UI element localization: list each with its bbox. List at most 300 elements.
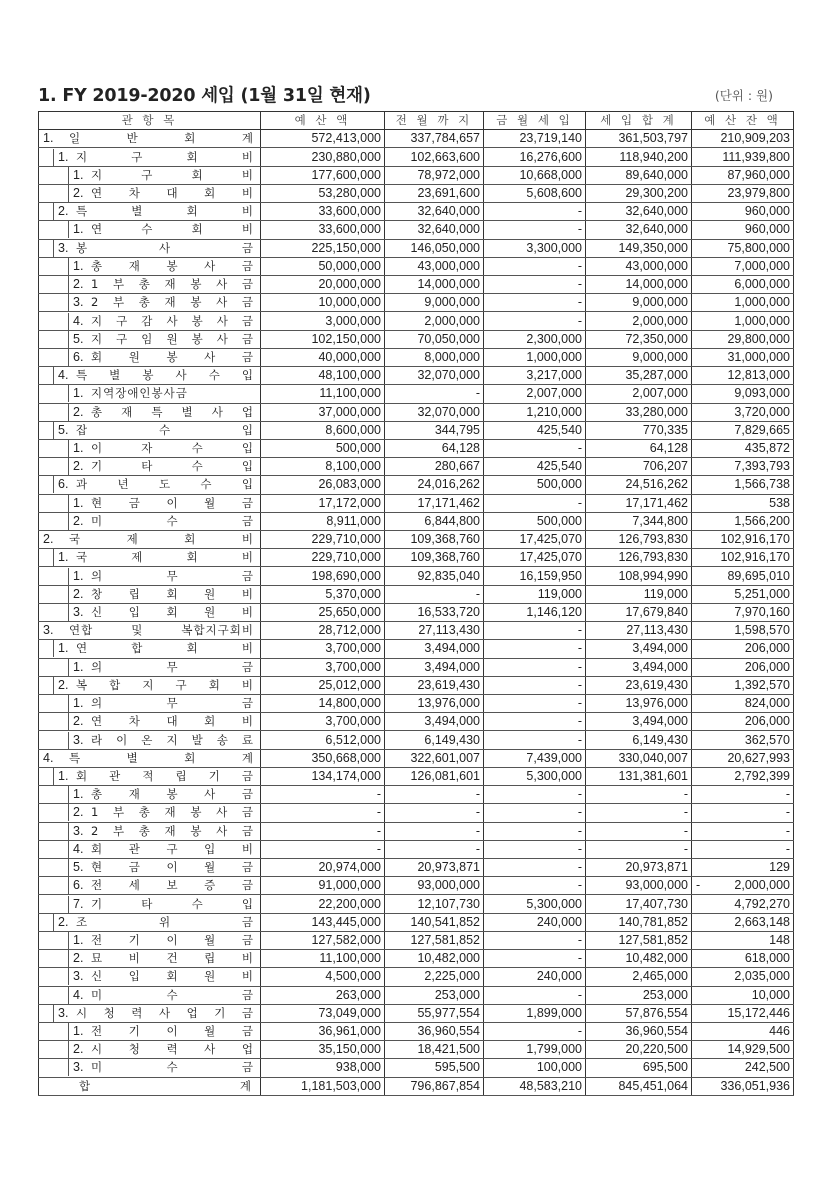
cell-month: 119,000 bbox=[484, 585, 586, 603]
row-number: 5. bbox=[73, 860, 84, 875]
cell-balance: 111,939,800 bbox=[692, 148, 794, 166]
cell-budget: 134,174,000 bbox=[261, 767, 385, 785]
cell-month: - bbox=[484, 786, 586, 804]
cell-balance: 9,093,000 bbox=[692, 385, 794, 403]
cell-balance: 1,000,000 bbox=[692, 294, 794, 312]
row-label bbox=[39, 622, 260, 639]
row-label-cell bbox=[39, 749, 261, 767]
row-name: 총 재 특 별 사 업 bbox=[91, 404, 254, 419]
row-label bbox=[39, 896, 260, 913]
cell-budget: 229,710,000 bbox=[261, 549, 385, 567]
row-label-cell bbox=[39, 804, 261, 822]
cell-prev: - bbox=[385, 385, 484, 403]
row-number: 2. bbox=[73, 404, 84, 419]
row-label-cell bbox=[39, 257, 261, 275]
cell-month: - bbox=[484, 931, 586, 949]
row-indent bbox=[39, 495, 69, 512]
row-number: 4. bbox=[73, 987, 84, 1002]
cell-month: 16,159,950 bbox=[484, 567, 586, 585]
table-row bbox=[39, 421, 794, 439]
row-name: 잡 수 입 bbox=[76, 422, 254, 437]
row-number: 4. bbox=[43, 750, 54, 765]
row-label bbox=[39, 404, 260, 421]
cell-month: 500,000 bbox=[484, 512, 586, 530]
cell-balance: 7,829,665 bbox=[692, 421, 794, 439]
row-indent bbox=[39, 987, 69, 1004]
row-label-cell bbox=[39, 731, 261, 749]
row-label bbox=[39, 440, 260, 457]
table-row bbox=[39, 494, 794, 512]
row-number: 2. bbox=[73, 185, 84, 200]
row-label bbox=[39, 914, 260, 931]
cell-balance: 206,000 bbox=[692, 658, 794, 676]
cell-balance: 102,916,170 bbox=[692, 549, 794, 567]
cell-total: 9,000,000 bbox=[586, 348, 692, 366]
cell-month: 100,000 bbox=[484, 1059, 586, 1077]
cell-budget: 91,000,000 bbox=[261, 877, 385, 895]
cell-budget: 20,000,000 bbox=[261, 275, 385, 293]
negative-sign: - bbox=[696, 878, 701, 893]
row-label bbox=[39, 732, 260, 749]
row-label-cell bbox=[39, 348, 261, 366]
col-header-item: 관 항 목 bbox=[39, 112, 261, 130]
row-label-cell bbox=[39, 931, 261, 949]
row-name: 창 립 회 원 비 bbox=[91, 586, 254, 601]
cell-balance: - bbox=[692, 840, 794, 858]
cell-balance: 23,979,800 bbox=[692, 184, 794, 202]
cell-prev: 92,835,040 bbox=[385, 567, 484, 585]
cell-balance: - bbox=[692, 822, 794, 840]
cell-month: - bbox=[484, 294, 586, 312]
table-row bbox=[39, 676, 794, 694]
unit-label: (단위 : 원) bbox=[714, 88, 773, 103]
row-number: 2. bbox=[73, 277, 84, 292]
cell-balance: 12,813,000 bbox=[692, 367, 794, 385]
row-label bbox=[39, 640, 260, 657]
row-label-cell bbox=[39, 622, 261, 640]
row-name: 지 구 회 비 bbox=[91, 167, 254, 182]
cell-total: 253,000 bbox=[586, 986, 692, 1004]
row-name: 현 금 이 월 금 bbox=[91, 495, 254, 510]
cell-month: - bbox=[484, 203, 586, 221]
row-label bbox=[39, 331, 260, 348]
cell-total: 29,300,200 bbox=[586, 184, 692, 202]
row-indent bbox=[39, 440, 69, 457]
row-label-cell bbox=[39, 767, 261, 785]
row-label bbox=[39, 422, 260, 439]
row-label-cell bbox=[39, 221, 261, 239]
cell-budget: 350,668,000 bbox=[261, 749, 385, 767]
row-indent bbox=[39, 258, 69, 275]
cell-balance bbox=[692, 877, 794, 895]
row-label bbox=[39, 458, 260, 475]
row-label bbox=[39, 604, 260, 621]
cell-prev: 253,000 bbox=[385, 986, 484, 1004]
cell-budget: 8,911,000 bbox=[261, 512, 385, 530]
table-row bbox=[39, 1022, 794, 1040]
row-label-cell bbox=[39, 986, 261, 1004]
row-indent bbox=[39, 221, 69, 238]
row-label bbox=[39, 130, 260, 147]
row-name: 의 무 금 bbox=[91, 568, 254, 583]
cell-prev: 13,976,000 bbox=[385, 695, 484, 713]
cell-budget: 73,049,000 bbox=[261, 1004, 385, 1022]
row-indent bbox=[39, 203, 54, 220]
row-name: 1 부 총 재 봉 사 금 bbox=[91, 277, 254, 292]
row-indent bbox=[39, 640, 54, 657]
cell-prev: 24,016,262 bbox=[385, 476, 484, 494]
row-label-cell bbox=[39, 1022, 261, 1040]
cell-month: 1,899,000 bbox=[484, 1004, 586, 1022]
cell-month: - bbox=[484, 950, 586, 968]
cell-total: 17,679,840 bbox=[586, 603, 692, 621]
table-row bbox=[39, 731, 794, 749]
row-number: 4. bbox=[73, 313, 84, 328]
row-name: 회 관 적 립 기 금 bbox=[76, 768, 254, 783]
row-label-cell bbox=[39, 567, 261, 585]
cell-balance: 89,695,010 bbox=[692, 567, 794, 585]
table-row bbox=[39, 512, 794, 530]
row-label bbox=[39, 221, 260, 238]
row-label-cell bbox=[39, 695, 261, 713]
row-number: 6. bbox=[58, 477, 69, 492]
cell-budget: 33,600,000 bbox=[261, 203, 385, 221]
row-label-cell bbox=[39, 203, 261, 221]
cell-prev: 16,533,720 bbox=[385, 603, 484, 621]
row-label-cell bbox=[39, 1059, 261, 1077]
row-number: 5. bbox=[73, 331, 84, 346]
row-number: 3. bbox=[73, 823, 84, 838]
cell-budget: 177,600,000 bbox=[261, 166, 385, 184]
cell-prev: 8,000,000 bbox=[385, 348, 484, 366]
row-label bbox=[39, 823, 260, 840]
row-label-cell bbox=[39, 822, 261, 840]
cell-balance: 2,035,000 bbox=[692, 968, 794, 986]
row-label bbox=[39, 804, 260, 821]
row-label-cell bbox=[39, 585, 261, 603]
row-indent bbox=[39, 240, 54, 257]
row-label-cell bbox=[39, 858, 261, 876]
cell-prev: 32,070,000 bbox=[385, 403, 484, 421]
cell-balance: - bbox=[692, 786, 794, 804]
table-row bbox=[39, 348, 794, 366]
cell-balance: - bbox=[692, 804, 794, 822]
table-row bbox=[39, 148, 794, 166]
cell-total: 108,994,990 bbox=[586, 567, 692, 585]
row-number: 5. bbox=[58, 422, 69, 437]
row-label bbox=[39, 877, 260, 894]
cell-budget: 102,150,000 bbox=[261, 330, 385, 348]
row-number: 1. bbox=[58, 149, 69, 164]
row-number: 1. bbox=[73, 167, 84, 182]
row-indent bbox=[39, 1005, 54, 1022]
table-row bbox=[39, 476, 794, 494]
row-label-cell bbox=[39, 603, 261, 621]
row-number: 2. bbox=[43, 532, 54, 547]
row-indent bbox=[39, 604, 69, 621]
cell-budget: 25,012,000 bbox=[261, 676, 385, 694]
row-label-cell bbox=[39, 676, 261, 694]
cell-total: 64,128 bbox=[586, 439, 692, 457]
row-name: 시 청 력 사 업 bbox=[91, 1042, 254, 1057]
row-number: 1. bbox=[73, 787, 84, 802]
cell-budget: 3,700,000 bbox=[261, 713, 385, 731]
table-row bbox=[39, 275, 794, 293]
row-indent bbox=[39, 713, 69, 730]
cell-budget: 4,500,000 bbox=[261, 968, 385, 986]
cell-balance: 242,500 bbox=[692, 1059, 794, 1077]
cell-balance: 14,929,500 bbox=[692, 1041, 794, 1059]
total-label bbox=[39, 1078, 260, 1095]
row-name: 지 구 회 비 bbox=[76, 149, 254, 164]
row-name: 이 자 수 입 bbox=[91, 441, 254, 456]
cell-total: 127,581,852 bbox=[586, 931, 692, 949]
cell-total: 330,040,007 bbox=[586, 749, 692, 767]
row-name: 국 제 회 비 bbox=[69, 532, 254, 547]
row-indent bbox=[39, 968, 69, 985]
cell-budget: - bbox=[261, 786, 385, 804]
row-indent bbox=[39, 422, 54, 439]
cell-month: - bbox=[484, 877, 586, 895]
cell-total: 149,350,000 bbox=[586, 239, 692, 257]
cell-month: - bbox=[484, 822, 586, 840]
row-label-cell bbox=[39, 130, 261, 148]
row-label bbox=[39, 513, 260, 530]
row-name: 조 위 금 bbox=[76, 914, 254, 929]
row-label bbox=[39, 185, 260, 202]
table-row bbox=[39, 877, 794, 895]
row-number: 1. bbox=[58, 768, 69, 783]
row-indent bbox=[39, 313, 69, 330]
cell-month: - bbox=[484, 840, 586, 858]
table-row bbox=[39, 822, 794, 840]
cell-prev: - bbox=[385, 804, 484, 822]
row-label-cell bbox=[39, 421, 261, 439]
table-row bbox=[39, 403, 794, 421]
row-name: 일 반 회 계 bbox=[69, 131, 254, 146]
table-row bbox=[39, 950, 794, 968]
cell-prev: 36,960,554 bbox=[385, 1022, 484, 1040]
cell-balance: 1,598,570 bbox=[692, 622, 794, 640]
total-label-cell bbox=[39, 1077, 261, 1095]
cell-prev: 27,113,430 bbox=[385, 622, 484, 640]
row-label bbox=[39, 677, 260, 694]
cell-budget: 8,100,000 bbox=[261, 458, 385, 476]
row-label bbox=[39, 859, 260, 876]
row-label bbox=[39, 659, 260, 676]
row-label bbox=[39, 313, 260, 330]
row-number: 1. bbox=[58, 550, 69, 565]
cell-month: 2,007,000 bbox=[484, 385, 586, 403]
row-number: 1. bbox=[73, 258, 84, 273]
row-indent bbox=[39, 167, 69, 184]
row-indent bbox=[39, 349, 69, 366]
cell-total: 3,494,000 bbox=[586, 658, 692, 676]
cell-budget: 50,000,000 bbox=[261, 257, 385, 275]
row-label-cell bbox=[39, 640, 261, 658]
row-name: 신 입 회 원 비 bbox=[91, 969, 254, 984]
row-label bbox=[39, 294, 260, 311]
row-label bbox=[39, 167, 260, 184]
row-name: 지역장애인봉사금 bbox=[91, 386, 188, 401]
cell-total: - bbox=[586, 804, 692, 822]
row-indent bbox=[39, 331, 69, 348]
cell-prev: 70,050,000 bbox=[385, 330, 484, 348]
row-label bbox=[39, 950, 260, 967]
row-indent bbox=[39, 841, 69, 858]
table-row bbox=[39, 312, 794, 330]
table-header-row bbox=[39, 112, 794, 130]
row-indent bbox=[39, 458, 69, 475]
cell-budget: 28,712,000 bbox=[261, 622, 385, 640]
row-name: 미 수 금 bbox=[91, 987, 254, 1002]
col-header-balance: 예 산 잔 액 bbox=[692, 112, 794, 130]
row-number: 2. bbox=[73, 586, 84, 601]
table-row bbox=[39, 257, 794, 275]
row-number: 3. bbox=[43, 623, 54, 638]
cell-month: - bbox=[484, 1022, 586, 1040]
row-number: 2. bbox=[73, 459, 84, 474]
row-name: 묘 비 건 립 비 bbox=[91, 951, 254, 966]
row-label bbox=[39, 385, 260, 402]
cell-month: - bbox=[484, 257, 586, 275]
cell-prev: - bbox=[385, 822, 484, 840]
cell-balance: 75,800,000 bbox=[692, 239, 794, 257]
cell-balance: 7,000,000 bbox=[692, 257, 794, 275]
row-label bbox=[39, 1005, 260, 1022]
cell-balance: 960,000 bbox=[692, 203, 794, 221]
cell-month: - bbox=[484, 439, 586, 457]
cell-budget: 8,600,000 bbox=[261, 421, 385, 439]
row-name: 의 무 금 bbox=[91, 696, 254, 711]
table-row bbox=[39, 749, 794, 767]
cell-balance: 129 bbox=[692, 858, 794, 876]
table-row bbox=[39, 640, 794, 658]
cell-month: - bbox=[484, 312, 586, 330]
row-number: 1. bbox=[73, 1024, 84, 1039]
cell-balance: 10,000 bbox=[692, 986, 794, 1004]
cell-budget: 36,961,000 bbox=[261, 1022, 385, 1040]
cell-budget: 14,800,000 bbox=[261, 695, 385, 713]
row-indent bbox=[39, 294, 69, 311]
cell-total: 3,494,000 bbox=[586, 713, 692, 731]
table-row bbox=[39, 166, 794, 184]
row-label-cell bbox=[39, 950, 261, 968]
cell-prev: 3,494,000 bbox=[385, 713, 484, 731]
row-label bbox=[39, 713, 260, 730]
cell-budget: 3,700,000 bbox=[261, 640, 385, 658]
cell-budget: 35,150,000 bbox=[261, 1041, 385, 1059]
total-total: 845,451,064 bbox=[586, 1077, 692, 1095]
row-label bbox=[39, 586, 260, 603]
row-number: 2. bbox=[58, 914, 69, 929]
col-header-month: 금 월 세 입 bbox=[484, 112, 586, 130]
cell-budget: 230,880,000 bbox=[261, 148, 385, 166]
col-header-budget: 예 산 액 bbox=[261, 112, 385, 130]
row-label-cell bbox=[39, 476, 261, 494]
cell-budget: 22,200,000 bbox=[261, 895, 385, 913]
row-name: 전 기 이 월 금 bbox=[91, 1024, 254, 1039]
cell-budget: 3,700,000 bbox=[261, 658, 385, 676]
row-indent bbox=[39, 149, 54, 166]
cell-total: 17,407,730 bbox=[586, 895, 692, 913]
table-row bbox=[39, 531, 794, 549]
row-label-cell bbox=[39, 895, 261, 913]
cell-balance: 102,916,170 bbox=[692, 531, 794, 549]
row-name: 미 수 금 bbox=[91, 513, 254, 528]
cell-month: - bbox=[484, 986, 586, 1004]
cell-prev: 3,494,000 bbox=[385, 640, 484, 658]
cell-balance: 538 bbox=[692, 494, 794, 512]
row-name: 라 이 온 지 발 송 료 bbox=[91, 732, 254, 747]
table-row bbox=[39, 130, 794, 148]
row-label bbox=[39, 841, 260, 858]
table-row bbox=[39, 1059, 794, 1077]
row-number: 1. bbox=[73, 495, 84, 510]
row-name: 연 차 대 회 비 bbox=[91, 714, 254, 729]
cell-total: 10,482,000 bbox=[586, 950, 692, 968]
row-indent bbox=[39, 1059, 69, 1076]
total-month: 48,583,210 bbox=[484, 1077, 586, 1095]
cell-month: - bbox=[484, 731, 586, 749]
row-indent bbox=[39, 896, 69, 913]
row-label bbox=[39, 349, 260, 366]
cell-month: 10,668,000 bbox=[484, 166, 586, 184]
table-row bbox=[39, 585, 794, 603]
cell-budget: - bbox=[261, 840, 385, 858]
table-row bbox=[39, 858, 794, 876]
cell-prev: 6,149,430 bbox=[385, 731, 484, 749]
cell-prev: 109,368,760 bbox=[385, 549, 484, 567]
table-row bbox=[39, 1004, 794, 1022]
row-name: 특 별 회 비 bbox=[76, 204, 254, 219]
cell-prev: 3,494,000 bbox=[385, 658, 484, 676]
cell-total: 2,007,000 bbox=[586, 385, 692, 403]
cell-balance: 446 bbox=[692, 1022, 794, 1040]
row-number: 1. bbox=[73, 932, 84, 947]
row-label-cell bbox=[39, 294, 261, 312]
cell-total: - bbox=[586, 786, 692, 804]
row-label-cell bbox=[39, 184, 261, 202]
cell-balance: 7,970,160 bbox=[692, 603, 794, 621]
cell-budget: 127,582,000 bbox=[261, 931, 385, 949]
row-number: 1. bbox=[73, 386, 84, 401]
cell-budget: 3,000,000 bbox=[261, 312, 385, 330]
cell-total: 7,344,800 bbox=[586, 512, 692, 530]
cell-month: 1,799,000 bbox=[484, 1041, 586, 1059]
cell-prev: 102,663,600 bbox=[385, 148, 484, 166]
row-number: 1. bbox=[58, 641, 69, 656]
row-number: 1. bbox=[73, 222, 84, 237]
table-row bbox=[39, 330, 794, 348]
row-name: 특 별 회 계 bbox=[69, 750, 254, 765]
cell-balance: 4,792,270 bbox=[692, 895, 794, 913]
table-row bbox=[39, 804, 794, 822]
cell-total: 72,350,000 bbox=[586, 330, 692, 348]
total-row bbox=[39, 1077, 794, 1095]
cell-total: 24,516,262 bbox=[586, 476, 692, 494]
row-name: 시 청 력 사 업 기 금 bbox=[76, 1005, 254, 1020]
row-name: 연 수 회 비 bbox=[91, 222, 254, 237]
row-label bbox=[39, 240, 260, 257]
row-number: 4. bbox=[58, 368, 69, 383]
row-label bbox=[39, 1041, 260, 1058]
row-indent bbox=[39, 513, 69, 530]
cell-month: - bbox=[484, 676, 586, 694]
cell-prev: 2,225,000 bbox=[385, 968, 484, 986]
row-name: 2 부 총 재 봉 사 금 bbox=[91, 823, 254, 838]
row-number: 1. bbox=[43, 131, 54, 146]
